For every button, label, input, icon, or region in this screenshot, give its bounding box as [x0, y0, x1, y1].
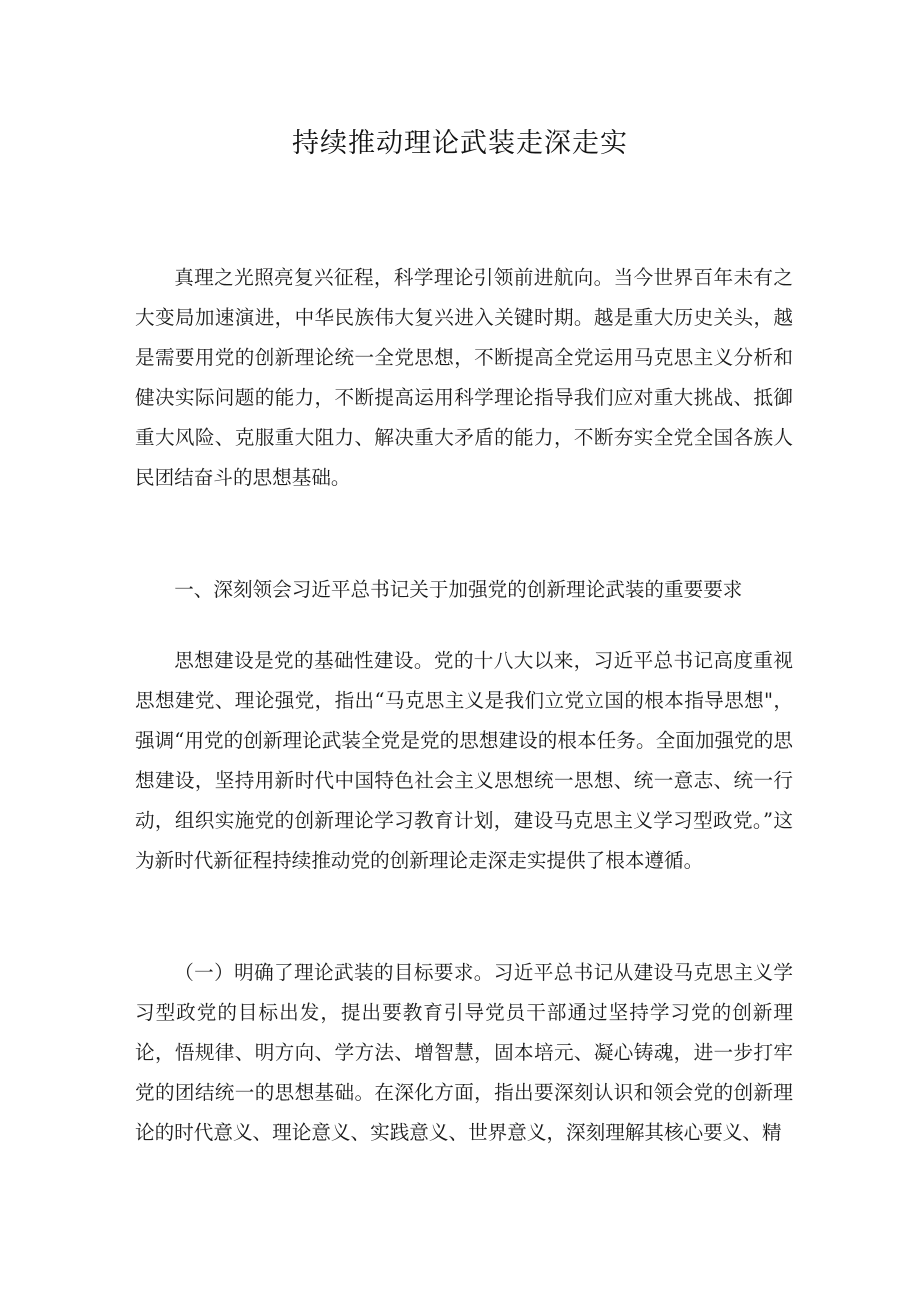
section-1-paragraph-1-block [135, 641, 793, 881]
document-title: 持续推动理论武装走深走实 [292, 128, 628, 159]
intro-paragraph: 真理之光照亮复兴征程，科学理论引领前进航向。当今世界百年未有之大变局加速演进，中华民族伟大复兴进入关键时期。越是重大历史关头，越是需要用党的创新理论统一全党思想，不断提高全党运用马克思主义分析和健决实际问题的能力，不断提高运用科学理论指导我们应对重大挑战、抵御重大风险、克服重大阻力、解决重大矛盾的能力，不断夯实全党全国各族人民团结奋斗的思想基础。 [135, 266, 793, 489]
section-heading-1: 一、深刻领会习近平总书记关于加强党的创新理论武装的重要要求 [174, 578, 743, 601]
section-1-paragraph-2: （一）明确了理论武装的目标要求。习近平总书记从建设马克思主义学习型政党的目标出发，提出要教育引导党员干部通过坚持学习党的创新理论，悟规律、明方向、学方法、增智慧，固本培元、凝心铸魂，进一步打牢党的团结统一的思想基础。在深化方面，指出要深刻认识和领会党的创新理论的时代意义、理论意义、实践意义、世界意义，深刻理解其核心要义、精 [135, 961, 793, 1144]
section-heading-block [135, 570, 793, 610]
intro-paragraph-block [135, 258, 793, 498]
section-1-paragraph-2-block [135, 953, 793, 1153]
section-1-paragraph-1: 思想建设是党的基础性建设。党的十八大以来，习近平总书记高度重视思想建党、理论强党，指出“马克思主义是我们立党立国的根本指导思想"，强调“用党的创新理论武装全党是党的思想建设的根本任务。全面加强党的思想建设，坚持用新时代中国特色社会主义思想统一思想、统一意志、统一行动，组织实施党的创新理论学习教育计划，建设马克思主义学习型政党。”这为新时代新征程持续推动党的创新理论走深走实提供了根本遵循。 [135, 649, 793, 872]
